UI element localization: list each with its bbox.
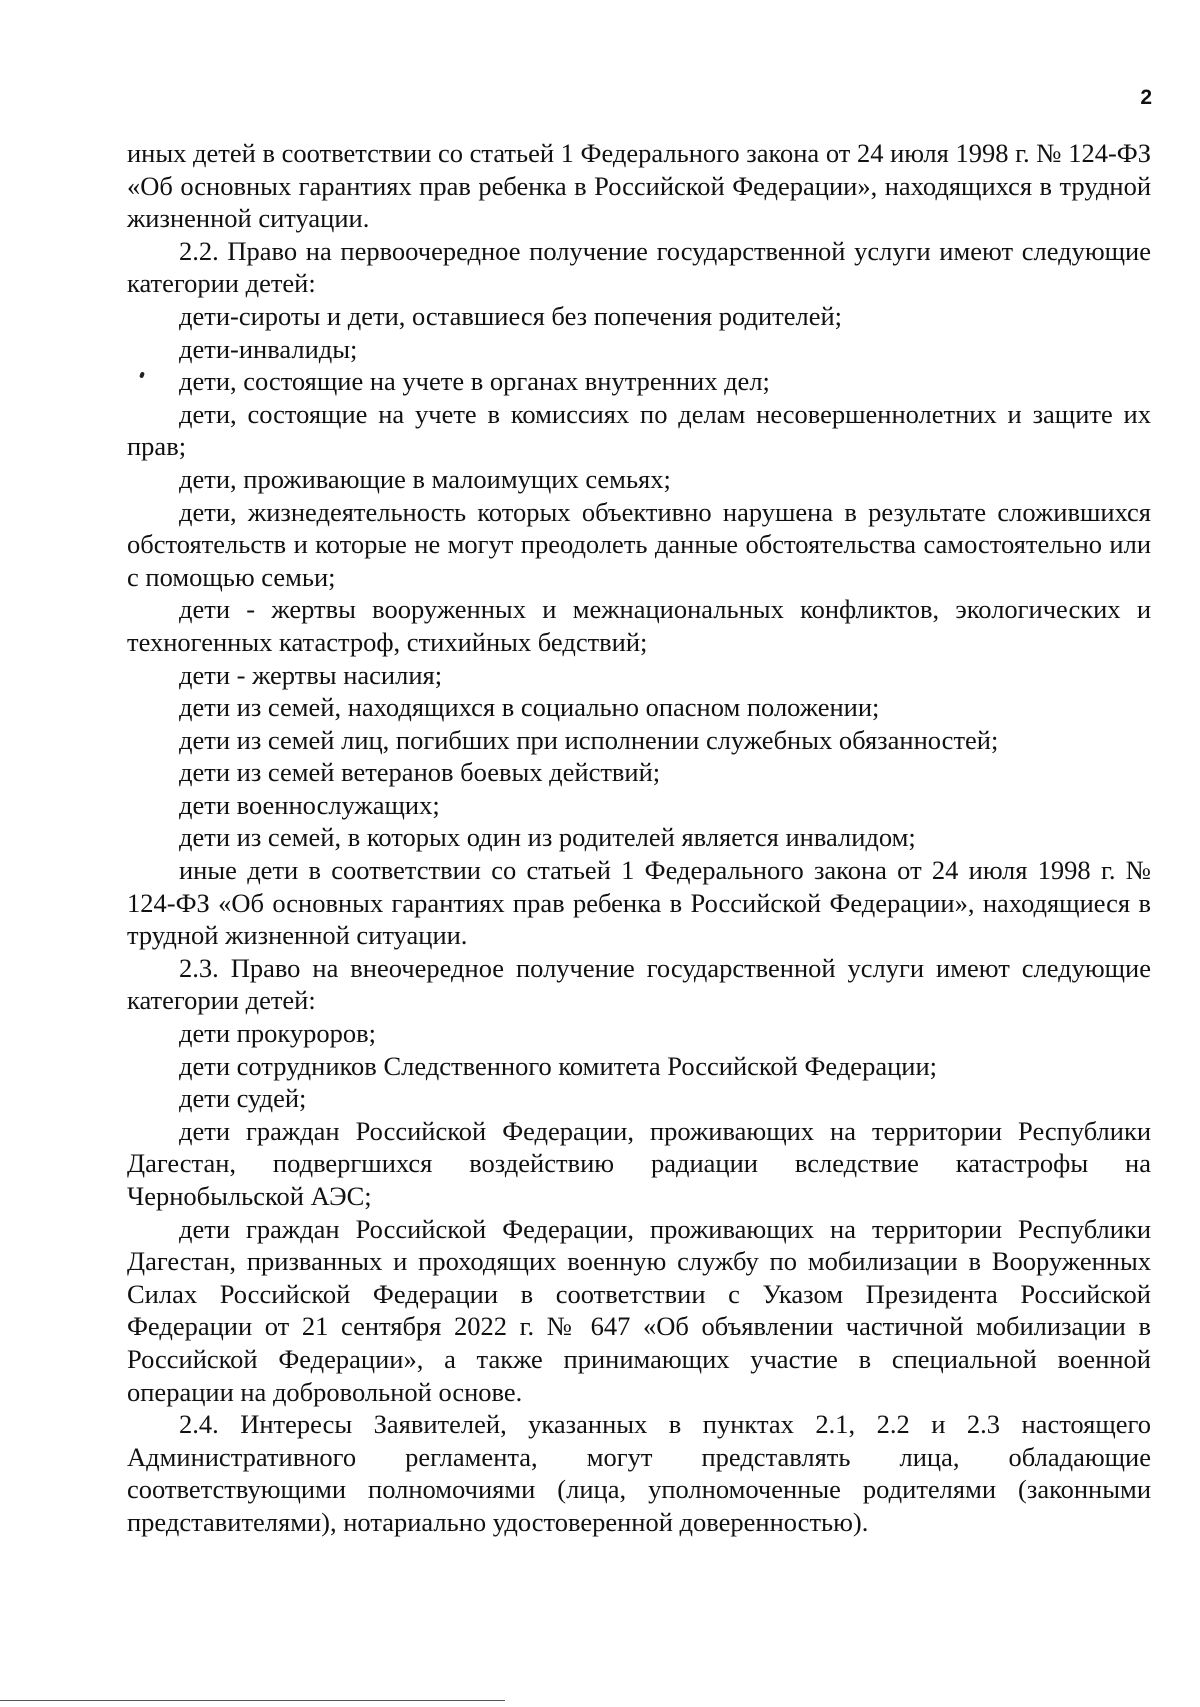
- paragraph: 2.3. Право на внеочередное получение государственной услуги имеют следующие категории детей:: [127, 952, 1151, 1016]
- paragraph: дети-сироты и дети, оставшиеся без попечения родителей;: [179, 300, 843, 331]
- paragraph: дети судей;: [179, 1083, 307, 1114]
- paragraph: дети, жизнедеятельность которых объективно нарушена в результате сложившихся обстоятельств и которые не могут преодолеть данные обстоятельства самостоятельно или с помощью семьи;: [127, 496, 1151, 592]
- paragraph: дети, состоящие на учете в органах внутренних дел;: [179, 366, 770, 397]
- paragraph: дети военнослужащих;: [179, 789, 440, 820]
- page-number: 2: [1140, 86, 1152, 109]
- paragraph: дети, проживающие в малоимущих семьях;: [179, 463, 671, 494]
- footer-rule: [0, 1700, 505, 1701]
- document-body: [127, 137, 1151, 1539]
- paragraph: 2.2. Право на первоочередное получение государственной услуги имеют следующие категории детей:: [127, 235, 1151, 299]
- paragraph: дети, состоящие на учете в комиссиях по делам несовершеннолетних и защите их прав;: [127, 398, 1151, 462]
- paragraph: дети - жертвы вооруженных и межнациональных конфликтов, экологических и техногенных катастроф, стихийных бедствий;: [127, 594, 1151, 657]
- paragraph: иных детей в соответствии со статьей 1 Федерального закона от 24 июля 1998 г. № 124-ФЗ «Об основных гарантиях прав ребенка в Российской Федерации», находящихся в трудной жизненной ситуации.: [127, 138, 1151, 234]
- paragraph: 2.4. Интересы Заявителей, указанных в пунктах 2.1, 2.2 и 2.3 настоящего Административного регламента, могут представлять лица, обладающие соответствующими полномочиями (лица, уполномоченные родителями (законными представителями), нотариально удостоверенной доверенностью).: [127, 1409, 1151, 1537]
- paragraph: иные дети в соответствии со статьей 1 Федерального закона от 24 июля 1998 г. № 124-ФЗ «Об основных гарантиях прав ребенка в Российской Федерации», находящиеся в трудной жизненной ситуации.: [127, 855, 1151, 951]
- paragraph: дети сотрудников Следственного комитета Российской Федерации;: [179, 1050, 937, 1081]
- paragraph: дети прокуроров;: [179, 1018, 376, 1049]
- paragraph: дети из семей ветеранов боевых действий;: [179, 757, 661, 788]
- paragraph: дети из семей лиц, погибших при исполнении служебных обязанностей;: [179, 724, 999, 755]
- paragraph: дети граждан Российской Федерации, проживающих на территории Республики Дагестан, призванных и проходящих военную службу по мобилизации в Вооруженных Силах Российской Федерации в соответствии с Указом Президента Российской Федерации от 21 сентября 2022 г. № 647 «Об объявлении частичной мобилизации в Российской Федерации», а также принимающих участие в специальной военной операции на добровольной основе.: [127, 1213, 1151, 1407]
- paragraph: дети граждан Российской Федерации, проживающих на территории Республики Дагестан, подвергшихся воздействию радиации вследствие катастрофы на Чернобыльской АЭС;: [127, 1115, 1151, 1211]
- paragraph: дети из семей, находящихся в социально опасном положении;: [179, 692, 880, 723]
- paragraph: дети - жертвы насилия;: [179, 659, 443, 690]
- paragraph: дети из семей, в которых один из родителей является инвалидом;: [179, 822, 916, 853]
- paragraph: дети-инвалиды;: [179, 333, 358, 364]
